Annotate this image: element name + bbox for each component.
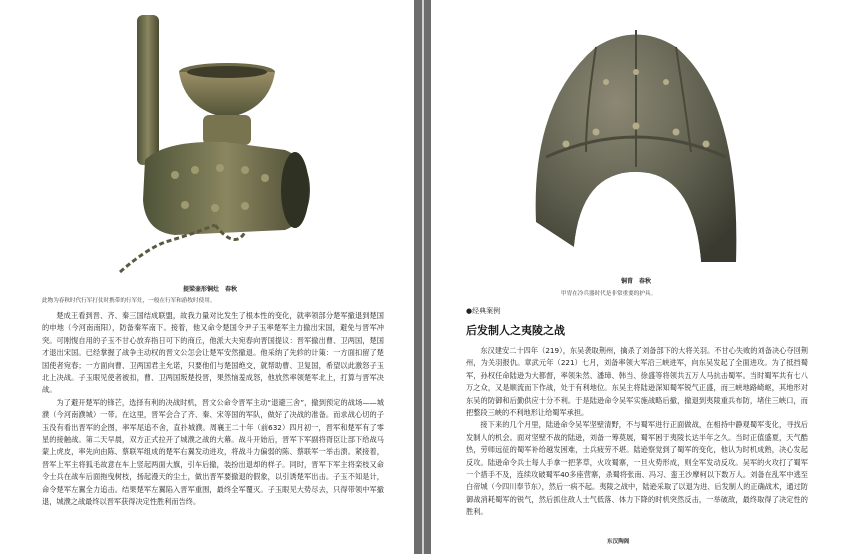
figure-title: 铜胄 春秋 [620,278,651,285]
figure-note: 甲胄在冷兵器时代是非常重要的护具。 [561,291,657,297]
right-body-text [466,345,808,519]
figure-title: 提梁壶形铜灶 春秋 [182,286,237,293]
bronze-helmet-figure [526,22,746,267]
paragraph: 接下来的几个月里，陆逊命令吴军坚壁清野，不与蜀军进行正面做战，在相持中静观蜀军变化，寻找后发制人的机会。面对坚壁不战的陆逊，刘备一筹莫展，蜀军困于夷陵长达半年之久。当时正值盛夏，天气酷热，劳师远征的蜀军补给越发困难，士兵疲劳不堪。陆逊察觉到了蜀军的变化，他认为时机成熟，决心发起反攻。陆逊命令兵士每人手拿一把茅草，火攻蜀寨，一旦火势形成，则全军发动反攻。吴军的火攻打了蜀军一个措手不及，连续攻破蜀军40多座营寨，杀蜀将张南、冯习、蛮王沙摩柯以下数万人。刘备在乱军中逃至白帝城（今四川奉节东），然后一病不起。夷陵之战中，陆逊采取了以退为进、后发制人的正确战术，通过防御战消耗蜀军的锐气，然后抓住敌人士气低落、体力下降的时机突然反击，一举破敌，最终取得了决定性的胜利。 [466,420,808,517]
figure-note: 此物为春秋时代行军打仗时携带的行军灶，一般在行军和游牧时使用。 [42,298,216,304]
right-page [431,0,843,554]
paragraph: 为了避开楚军的锋芒，选择有利的决战时机，晋文公命令晋军主动“退避三舍”，撤到预定的战场——城濮（今河南濮城）一带。在这里，晋军会合了齐、秦、宋等国的军队，做好了决战的准备。而求战心切的子玉没有看出晋军的企图，率军尾追不舍，直扑城濮。周襄王二十年（前632）四月初一，晋军和楚军有了零星的接触战。第二天早晨，双方正式拉开了城濮之战的大幕。战斗开始后，晋军下军副将胥臣让部下给战马蒙上虎皮，率先向由陈、蔡联军组成的楚军右翼发动进攻，将战斗力偏弱的陈、蔡联军一举击溃。紧接着，晋军上军主将狐毛故意在车上竖起两面大旗，引车后撤，装扮出退却的样子。同时，晋军下军主将栾枝又命令士兵在战车后面拖曳树枝，扬起漫天的尘土，做出晋军要撤退的假象，以引诱楚军出击。子玉不知是计，命令楚军左翼全力追击。结果楚军左翼陷入晋军重围，最终全军覆灭。子玉眼见大势尽去，只得带领中军撤退，城濮之战最终以晋军获得决定性胜利而告终。 [42,397,384,507]
gutter-divider [422,0,424,554]
bottom-caption: 东汉陶阁 [607,539,630,545]
left-page [0,0,414,554]
section-title: 后发制人之夷陵之战 [466,324,565,337]
paragraph: 楚成王看到晋、齐、秦三国结成联盟，故我力量对比发生了根本性的变化，就率领部分楚军撤退到楚国的申地（今河南南阳），防备秦军南下。接着，他又命令楚国令尹子玉率楚军主力撤出宋国，避免与晋军冲突。可刚愎自用的子玉不甘心放弃指日可下的商丘，他派大夫宛春向晋国提议：晋军撤出曹、卫两国，楚国才退出宋国。已经掌握了战争主动权的晋文公怎会让楚军安然撤退。他采纳了先轸的计策：一方面扣留了楚国使者宛春；一方面向曹、卫两国君主允诺，只要他们与楚国绝交，就帮助曹、卫复国，希望以此激怒子玉北上决战。子玉眼见使者被扣，曹、卫两国叛楚投晋，果然恼羞成怒，他放然率领楚军北上，打算与晋军决战。 [42,311,384,395]
paragraph: 东汉建安二十四年（219），东吴袭取荆州，擒杀了刘备部下的大将关羽。不甘心失败的刘备决心夺回荆州，为关羽报仇。章武元年（221）七月，刘备率领大军沿三峡进军，向东吴发起了全面进攻。为了抵挡蜀军，孙权任命陆逊为大都督，率领朱然、潘璋、韩当、徐盛等将领共五万人马抗击蜀军。当时蜀军共有七八万之众，又是顺流而下作战，处于有利地位。东吴主将陆逊深知蜀军锐气正盛，而三峡地路崎岖，其地形对东吴的防御和后勤供应十分不利。于是陆逊命令吴军实施战略后撤，撤退到夷陵重兵布防，堵住三峡口，而把整段三峡的不利地形让给蜀军承担。 [466,346,808,418]
left-body-text [42,310,384,509]
section-tag: ●经典案例 [466,307,501,315]
bronze-stove-figure [105,10,320,280]
